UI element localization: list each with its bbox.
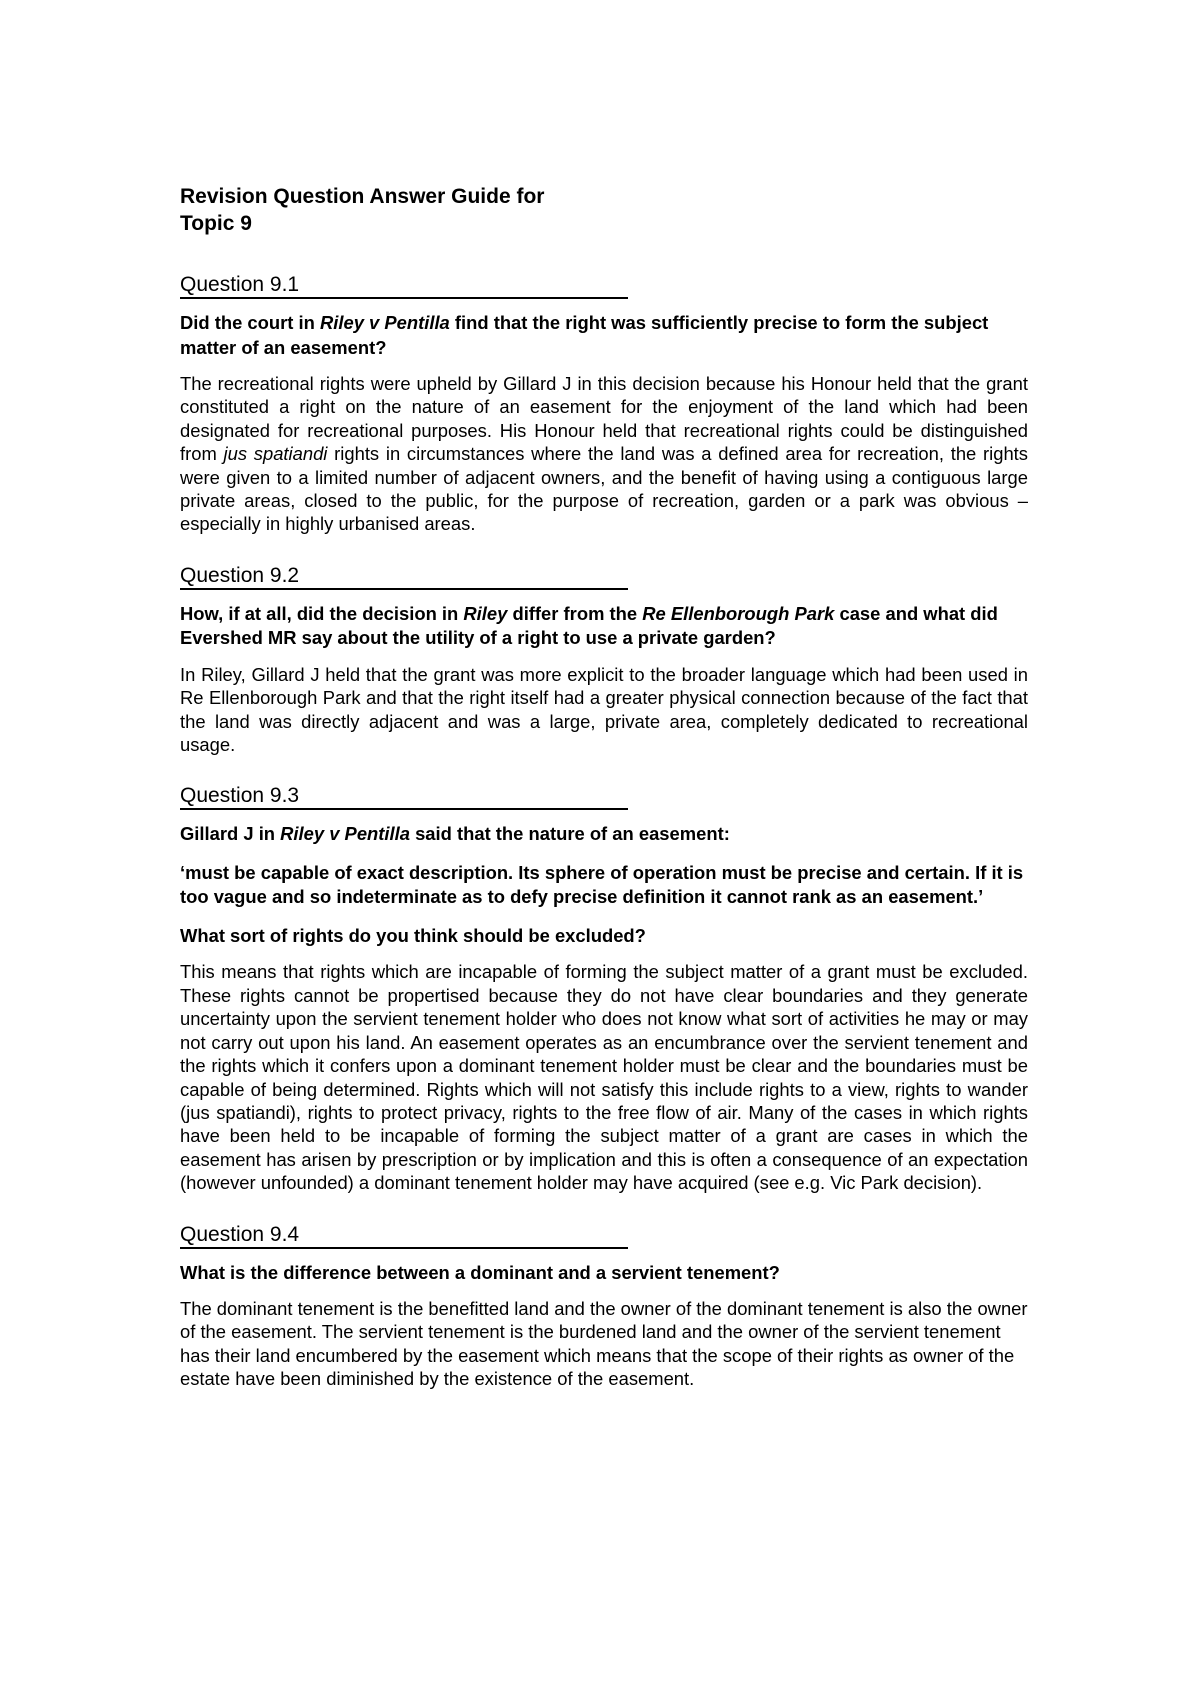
answer-text-part: The recreational rights were upheld by Gillard J in this decision because his Honour held that the grant constituted a right on the nature of an easement for the enjoyment of the land which had been designated for recreational purposes. His Honour held that recreational rights could be distinguished from <box>180 373 1028 465</box>
question-heading: Question 9.1 <box>180 273 628 299</box>
question-section-9-1 <box>180 273 1028 536</box>
case-name: Riley <box>463 602 508 624</box>
question-section-9-2 <box>180 564 1028 757</box>
question-text-part: Did the court in <box>180 312 320 333</box>
block-quote: ‘must be capable of exact description. Its sphere of operation must be precise and certain. If it is too vague and so indeterminate as to defy precise definition it cannot rank as an easement.’ <box>180 861 1024 908</box>
question-text-part: find that the right was sufficiently precise to form the subject matter of an easement? <box>180 312 989 358</box>
answer-paragraph: This means that rights which are incapable of forming the subject matter of a grant must be excluded. These rights cannot be propertised because they do not have clear boundaries and they generate uncertainty upon the servient tenement holder who does not know what sort of activities he may or may not carry out upon his land. An easement operates as an encumbrance over the servient tenement and the rights which it confers upon a dominant tenement holder must be clear and the boundaries must be capable of being determined. Rights which will not satisfy this include rights to a view, rights to wander (jus spatiandi), rights to protect privacy, rights to the free flow of air. Many of the cases in which rights have been held to be incapable of forming the subject matter of a grant are cases in which the easement has arisen by prescription or by implication and this is often a consequence of an expectation (however unfounded) a dominant tenement holder may have acquired (see e.g. Vic Park decision). <box>180 961 1028 1194</box>
latin-term: jus spatiandi <box>223 443 328 465</box>
case-name: Re Ellenborough Park <box>642 602 835 624</box>
sub-question: What sort of rights do you think should be excluded? <box>180 924 646 946</box>
document-content <box>180 183 1028 1419</box>
answer-text-part: rights in circumstances where the land was a defined area for recreation, the rights were given to a limited number of adjacent owners, and the benefit of having using a contiguous large private areas, closed to the public, for the purpose of recreation, garden or a park was obvious – especially in highly urbanised areas. <box>180 443 1028 535</box>
question-text-part: How, if at all, did the decision in <box>180 602 464 624</box>
case-name: Riley v Pentilla <box>280 823 410 845</box>
question-heading: Question 9.2 <box>180 564 628 590</box>
question-text-part: Gillard J in <box>180 823 281 845</box>
answer-paragraph: The dominant tenement is the benefitted land and the owner of the dominant tenement is also the owner of the easement. The servient tenement is the burdened land and the owner of the servient tenement has their land encumbered by the easement which means that the scope of their rights as owner of the estate have been diminished by the existence of the easement. <box>180 1298 1028 1390</box>
question-text <box>180 602 1028 651</box>
question-heading: Question 9.3 <box>180 784 628 810</box>
question-section-9-4 <box>180 1223 1028 1391</box>
question-text <box>180 311 1028 360</box>
question-heading: Question 9.4 <box>180 1223 628 1249</box>
document-title <box>180 183 1028 237</box>
question-text: What is the difference between a dominant and a servient tenement? <box>180 1261 780 1283</box>
case-name: Riley v Pentilla <box>319 312 450 333</box>
answer-paragraph <box>180 372 1028 536</box>
title-line-2: Topic 9 <box>180 212 252 235</box>
question-text <box>180 822 1028 847</box>
question-section-9-3 <box>180 784 1028 1194</box>
question-text-part: case and what did Evershed MR say about the utility of a right to use a private garden? <box>180 602 998 649</box>
title-line-1: Revision Question Answer Guide for <box>180 185 545 208</box>
question-text-part: differ from the <box>507 602 643 624</box>
question-text-part: said that the nature of an easement: <box>409 823 730 845</box>
answer-paragraph: In Riley, Gillard J held that the grant was more explicit to the broader language which had been used in Re Ellenborough Park and that the right itself had a greater physical connection because of the fact that the land was directly adjacent and was a large, private area, completely dedicated to recreational usage. <box>180 663 1028 756</box>
